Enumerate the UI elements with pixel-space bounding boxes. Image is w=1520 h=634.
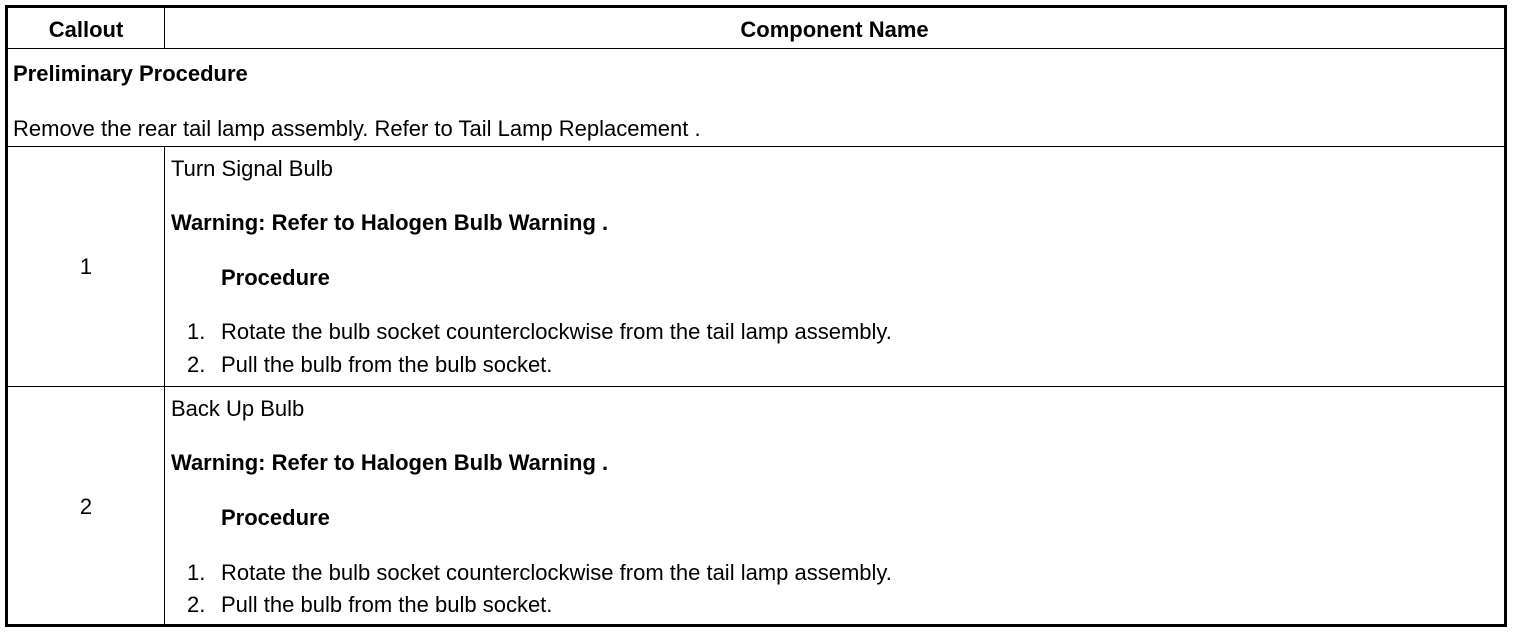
warning-text: Warning: Refer to Halogen Bulb Warning . xyxy=(171,450,609,475)
instruction-text: Rotate the bulb socket counterclockwise from the tail lamp assembly. xyxy=(221,560,892,585)
instruction-number: 1. xyxy=(187,319,206,344)
instruction-text: Pull the bulb from the bulb socket. xyxy=(221,352,553,377)
preliminary-procedure-title: Preliminary Procedure xyxy=(13,61,248,86)
component-name: Back Up Bulb xyxy=(171,396,305,421)
instruction-number: 2. xyxy=(187,592,206,617)
table-header-row xyxy=(8,8,1504,49)
callout-column-header: Callout xyxy=(48,17,124,42)
component-name-column-header: Component Name xyxy=(740,17,929,42)
procedure-title: Procedure xyxy=(221,265,330,290)
procedure-title: Procedure xyxy=(221,505,330,530)
component-cell xyxy=(165,147,1504,386)
component-cell xyxy=(165,387,1504,624)
preliminary-procedure-row xyxy=(8,49,1504,147)
instruction-number: 1. xyxy=(187,560,206,585)
callout-cell xyxy=(8,387,165,624)
callout-number: 1 xyxy=(79,254,93,279)
instruction-number: 2. xyxy=(187,352,206,377)
table-row xyxy=(8,147,1504,387)
callout-cell xyxy=(8,147,165,386)
table-row xyxy=(8,387,1504,624)
preliminary-procedure-text: Remove the rear tail lamp assembly. Refer to Tail Lamp Replacement . xyxy=(13,116,701,141)
header-component-cell xyxy=(165,8,1504,48)
component-name: Turn Signal Bulb xyxy=(171,156,333,181)
instruction-text: Rotate the bulb socket counterclockwise from the tail lamp assembly. xyxy=(221,319,892,344)
procedure-table xyxy=(5,5,1507,627)
instruction-text: Pull the bulb from the bulb socket. xyxy=(221,592,553,617)
warning-text: Warning: Refer to Halogen Bulb Warning . xyxy=(171,210,609,235)
header-callout-cell xyxy=(8,8,165,48)
callout-number: 2 xyxy=(79,494,93,519)
